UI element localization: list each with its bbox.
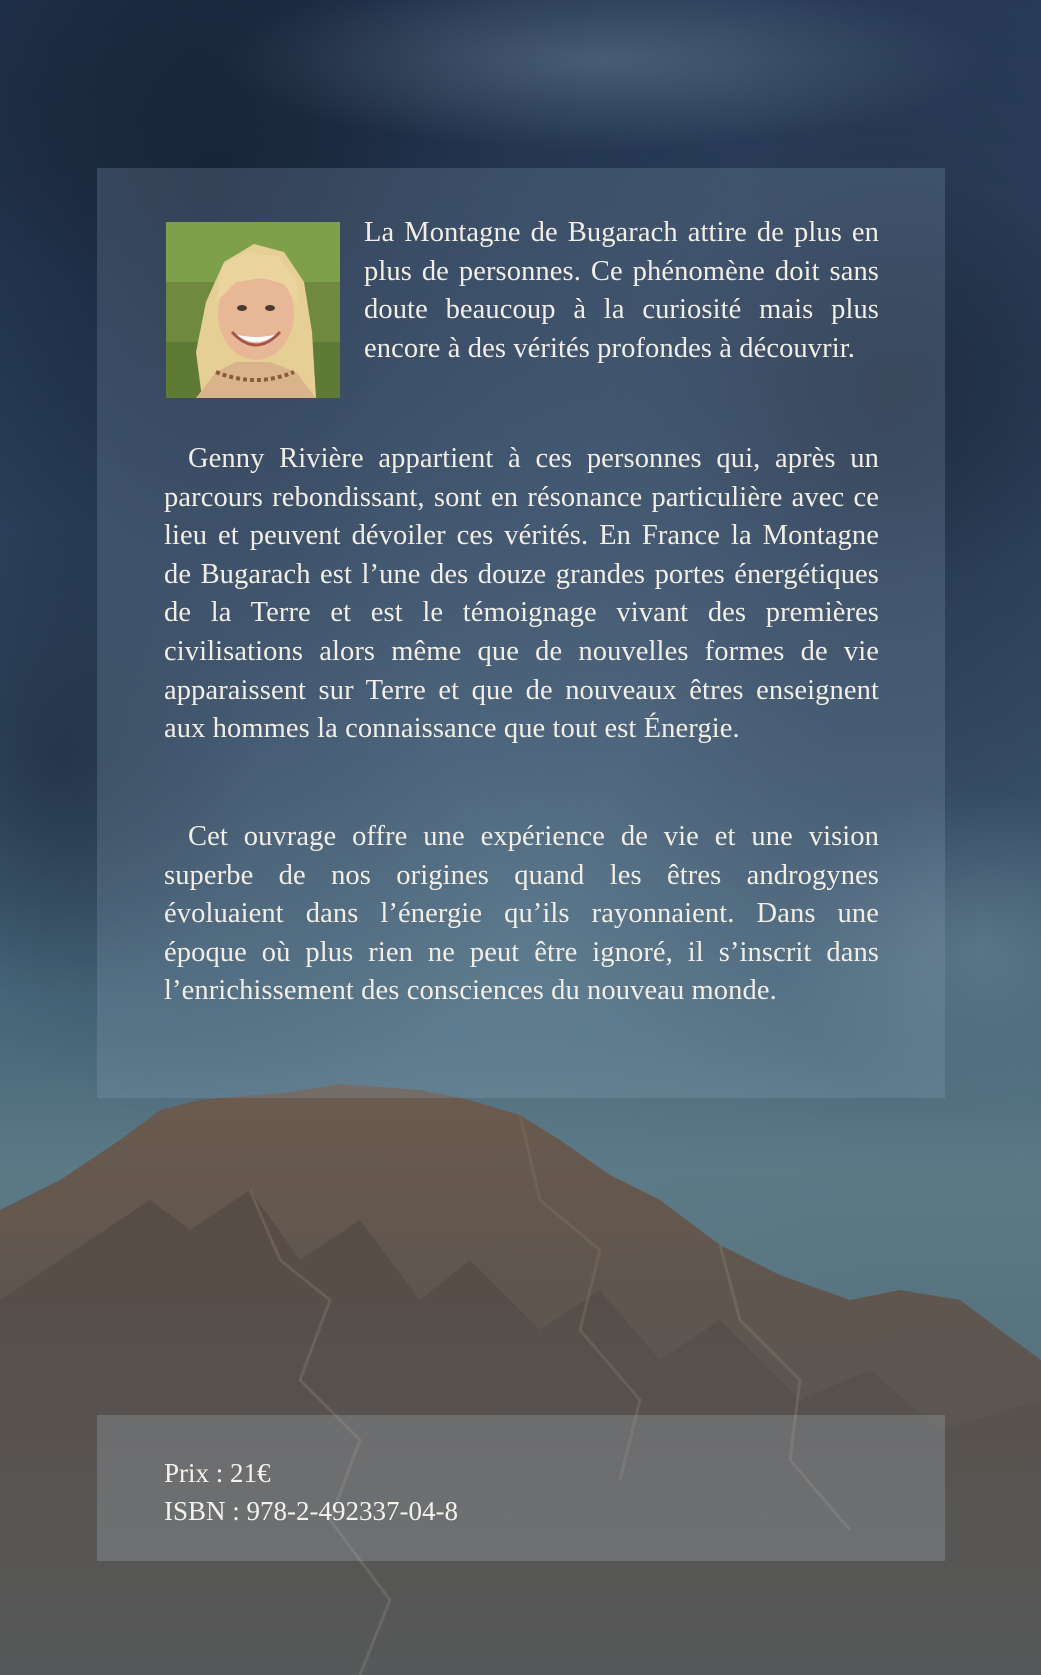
isbn-text: ISBN : 978-2-492337-04-8	[164, 1496, 458, 1526]
description-paragraph-2: Genny Rivière appartient à ces personnes qui, après un parcours rebondissant, sont en résonance particulière avec ce lieu et peuvent dévoiler ces vérités. En France la Montagne de Bugarach est l’une des douze grandes portes énergétiques de la Terre et est le témoignage vivant des premières civilisations alors même que de nouvelles formes de vie apparaissent sur Terre et que de nouveaux êtres enseignent aux hommes la connaissance que tout est Énergie.	[164, 443, 879, 745]
description-paragraph-3: Cet ouvrage offre une expérience de vie et une vision superbe de nos origines quand les êtres androgynes évoluaient dans l’énergie qu’ils rayonnaient. Dans une époque où plus rien ne peut être ignoré, il s’inscrit dans l’enrichissement des consciences du nouveau monde.	[164, 821, 879, 1007]
price-text: Prix : 21€	[164, 1458, 271, 1488]
description-paragraph-1: La Montagne de Bugarach attire de plus en plus de personnes. Ce phénomène doit sans doute beaucoup à la curiosité mais plus encore à des vérités profondes à découvrir.	[364, 217, 879, 364]
author-photo	[166, 222, 340, 398]
